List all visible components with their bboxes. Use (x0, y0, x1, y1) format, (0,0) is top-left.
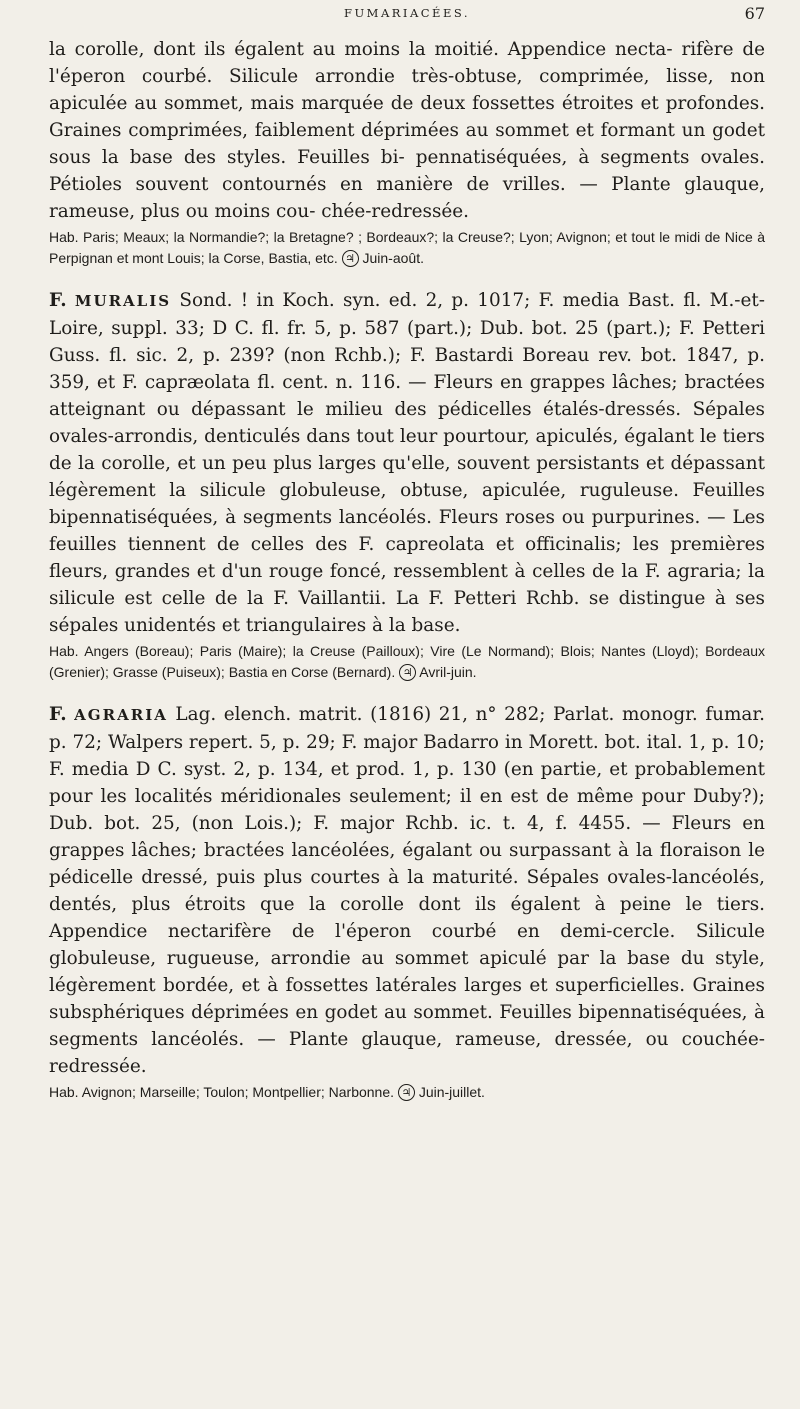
species-entry-agraria: F. AGRARIA Lag. elench. matrit. (1816) 21, n° 282; Parlat. monogr. fumar. p. 72; Walpers repert. 5, p. 29; F. major Badarro in Morett. bot. ital. 1, p. 10; F. media D C. syst. 2, p. 134, et prod. 1, p. 130 (en partie, et probablement pour les localités méridionales seulement; il en est de même pour Duby?); Dub. bot. 25, (non Lois.); F. major Rchb. ic. t. 4, f. 4455. — Fleurs en grappes lâches; bractées lancéolées, égalant ou surpassant à la floraison le pédicelle dressé, puis plus courtes à la maturité. Sépales ovales-lancéolés, dentés, plus étroits que la corolle dont ils égalent à peine le tiers. Appendice nectarifère de l'éperon courbé en demi-cercle. Silicule globuleuse, rugueuse, arrondie au sommet apiculé par la base du style, légèrement bordée, et à fossettes latérales larges et superficielles. Graines subsphériques déprimées en godet au sommet. Feuilles bipennatiséquées, à segments lancéolés. — Plante glauque, rameuse, dressée, ou couchée-redressée. (49, 704, 765, 1077)
habitat-note: Hab. Paris; Meaux; la Normandie?; la Bretagne? ; Bordeaux?; la Creuse?; Lyon; Avignon; et tout le midi de Nice à Perpignan et mont Louis; la Corse, Bastia, etc. ♃ Juin-août. (49, 229, 765, 266)
page-header (49, 0, 765, 36)
species-name: MURALIS (74, 292, 172, 310)
description-paragraph: la corolle, dont ils égalent au moins la moitié. Appendice necta- rifère de l'éperon courbé. Silicule arrondie très-obtuse, comprimée, lisse, non apiculée au sommet, mais marquée de deux fossettes étroites et profondes. Graines comprimées, faiblement déprimées au sommet et formant un godet sous la base des styles. Feuilles bi- pennatiséquées, à segments ovales. Pétioles souvent contournés en manière de vrilles. — Plante glauque, rameuse, plus ou moins cou- chée-redressée. (49, 39, 766, 222)
perennial-symbol-icon: ♃ (342, 250, 359, 267)
species-entry-muralis: F. MURALIS Sond. ! in Koch. syn. ed. 2, p. 1017; F. media Bast. fl. M.-et-Loire, suppl. 33; D C. fl. fr. 5, p. 587 (part.); Dub. bot. 25 (part.); F. Petteri Guss. fl. sic. 2, p. 239? (non Rchb.); F. Bastardi Boreau rev. bot. 1847, p. 359, et F. capræolata fl. cent. n. 116. — Fleurs en grappes lâches; bractées atteignant ou dépassant le milieu des pédicelles étalés-dressés. Sépales ovales-arrondis, denticulés dans tout leur pourtour, apiculés, égalant le tiers de la corolle, et un peu plus larges qu'elle, souvent persistants et dépassant légèrement la silicule globuleuse, obtuse, apiculée, ruguleuse. Feuilles bipennatiséquées, à segments lancéolés. Fleurs roses ou purpurines. — Les feuilles tiennent de celles des F. capreolata et officinalis; les premières fleurs, grandes et d'un rouge foncé, ressemblent à celles de la F. agraria; la silicule est celle de la F. Vaillantii. La F. Petteri Rchb. se distingue à ses sépales unidentés et triangulaires à la base. (49, 290, 765, 636)
running-head: FUMARIACÉES. (344, 6, 470, 20)
perennial-symbol-icon: ♃ (399, 664, 416, 681)
perennial-symbol-icon: ♃ (398, 1084, 415, 1101)
species-name: AGRARIA (74, 706, 168, 724)
habitat-note: Hab. Avignon; Marseille; Toulon; Montpellier; Narbonne. ♃ Juin-juillet. (49, 1084, 485, 1100)
page-number: 67 (744, 4, 765, 23)
habitat-note: Hab. Angers (Boreau); Paris (Maire); la Creuse (Pailloux); Vire (Le Normand); Blois; Nantes (Lloyd); Bordeaux (Grenier); Grasse (Puiseux); Bastia en Corse (Bernard). ♃ Avril-juin. (49, 643, 765, 680)
